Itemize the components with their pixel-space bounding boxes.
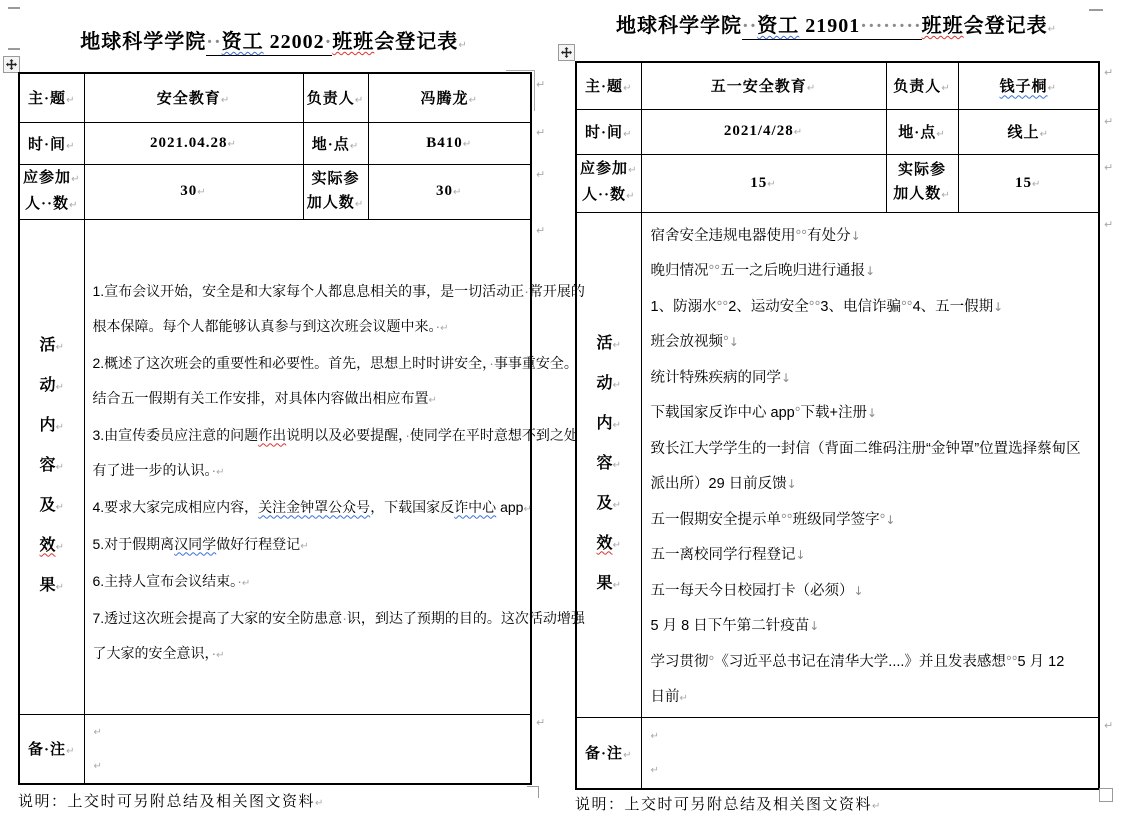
text-line[interactable]: 有了进一步的认识。·↵ [92,461,225,478]
text-boundary-corner [527,786,539,798]
text-line[interactable]: 致长江大学学生的一封信（背面二维码注册“金钟罩”位置选择蔡甸区 [650,440,1081,457]
meeting-form-table-left [18,72,585,785]
text-line[interactable]: 7.透过这次班会提高了大家的安全防患意·识，到达了预期的目的。这次活动增强 [92,609,585,626]
text-line[interactable]: 日前↵ [650,689,688,705]
field-value-actual[interactable]: 15↵ [958,154,1099,212]
note-line-left[interactable]: 说明：上交时可另附总结及相关图文资料↵ [18,794,325,810]
move-cross-icon [561,47,572,58]
text-line[interactable]: 效↵ [596,534,621,552]
row-end-mark: ↵ [1104,66,1114,79]
text-line[interactable]: 学习贯彻°《习近平总书记在清华大学....》并且发表感想°°5 月 12 [650,653,1065,670]
field-label-activity[interactable] [19,219,84,714]
text-line[interactable]: 5 月 8 日下午第二针疫苗↓ [650,618,820,634]
text-boundary-corner [1099,788,1113,802]
field-label-expected[interactable]: 应参加↵ 人··数↵ [576,154,641,212]
text-line[interactable]: 效↵ [39,536,64,554]
field-value-place[interactable]: B410↵ [368,122,531,164]
text-line[interactable]: 派出所）29 日前反馈↓ [650,476,797,492]
text-line[interactable]: 结合五一假期有关工作安排，对具体内容做出相应布置↵ [92,389,437,406]
word-page-right [562,0,1125,823]
text-line[interactable]: 地球科学学院··资工 22002·班班会登记表↵ [18,25,530,54]
row-end-mark: ↵ [1104,218,1114,231]
text-line[interactable]: 活↵ [39,336,64,354]
text-line[interactable]: 五一离校同学行程登记↓ [650,547,806,563]
note-line-right[interactable]: 说明：上交时可另附总结及相关图文资料↵ [575,797,882,813]
text-line[interactable]: 宿舍安全违规电器使用°°有处分↓ [650,227,861,244]
row-end-mark: ↵ [536,168,546,181]
row-end-mark: ↵ [536,716,546,729]
crop-mark [8,7,20,9]
text-line[interactable]: 及↵ [39,496,64,514]
text-line[interactable]: 容↵ [39,456,64,474]
field-label-time[interactable]: 时·间↵ [576,109,641,154]
field-value-actual[interactable]: 30↵ [368,164,531,219]
text-line[interactable]: 果↵ [39,576,64,594]
field-value-expected[interactable]: 30↵ [84,164,303,219]
field-label-place[interactable]: 地·点↵ [886,109,958,154]
text-line[interactable]: 动↵ [39,376,64,394]
text-line[interactable]: 内↵ [596,414,621,432]
field-value-time[interactable]: 2021.04.28↵ [84,122,303,164]
text-line[interactable]: 容↵ [596,454,621,472]
text-line[interactable]: 根本保障。每个人都能够认真参与到这次班会议题中来。·↵ [92,317,449,334]
row-end-mark: ↵ [1104,161,1114,174]
text-line[interactable]: 晚归情况°°五一之后晚归进行通报↓ [650,263,876,279]
text-line[interactable]: 了大家的安全意识，·↵ [92,644,225,661]
doc-title-right[interactable] [575,9,1098,38]
field-value-expected[interactable]: 15↵ [641,154,886,212]
field-label-activity[interactable] [576,212,641,717]
table-move-handle-icon[interactable] [558,44,575,61]
field-label-time[interactable]: 时·间↵ [19,122,84,164]
activity-text[interactable] [642,213,1099,717]
text-line[interactable]: 五一每天今日校园打卡（必须）↓ [650,582,864,599]
field-value-topic[interactable]: 五一安全教育↵ [641,62,886,109]
row-end-mark: ↵ [536,224,546,237]
text-line[interactable]: 果↵ [596,574,621,592]
text-line[interactable]: 统计特殊疾病的同学↓ [650,369,792,386]
field-label-expected[interactable]: 应参加↵ 人··数↵ [19,164,84,219]
field-value-time[interactable]: 2021/4/28↵ [641,109,886,154]
move-cross-icon [6,59,17,70]
field-value-person[interactable]: 钱子桐↵ [958,62,1099,109]
text-line[interactable]: 6.主持人宣布会议结束。·↵ [92,572,251,589]
text-line[interactable]: 地球科学学院··资工 21901········班班会登记表↵ [575,9,1098,38]
row-end-mark: ↵ [536,78,546,91]
text-line[interactable]: 2.概述了这次班会的重要性和必要性。首先，思想上时时讲安全，·事事重安全。 [92,354,578,371]
activity-content-cell[interactable] [641,212,1099,717]
text-line[interactable]: 5.对于假期离汉同学做好行程登记↵ [92,535,309,552]
text-line[interactable]: 班会放视频°↓ [650,334,739,350]
text-line[interactable]: 4.要求大家完成相应内容，关注金钟罩公众号，下载国家反诈中心 app↵ [92,498,532,515]
field-value-person[interactable]: 冯腾龙↵ [368,73,531,122]
doc-title-left[interactable] [18,25,530,54]
text-line[interactable]: 下载国家反诈中心 app°下载+注册↓ [650,405,878,421]
meeting-form-table-right [575,61,1100,790]
remark-cell[interactable]: ↵ ↵ [641,717,1099,789]
activity-text[interactable] [85,261,585,673]
field-label-actual[interactable]: 实际参 加人数↵ [886,154,958,212]
field-label-remark[interactable]: 备·注↵ [19,714,84,784]
text-line[interactable]: 内↵ [39,416,64,434]
text-line[interactable]: 3.由宣传委员应注意的问题作出说明以及必要提醒，·使同学在平时意想不到之处 [92,426,578,443]
remark-cell[interactable]: ↵ ↵ [84,714,531,784]
table-move-handle-icon[interactable] [3,56,20,73]
text-line[interactable]: 1.宣布会议开始，安全是和大家每个人都息息相关的事，是一切活动正·常开展的 [92,282,585,299]
text-line[interactable]: 五一假期安全提示单°°班级同学签字°↓ [650,511,896,528]
field-label-place[interactable]: 地·点↵ [303,122,368,164]
field-label-person[interactable]: 负责人↵ [303,73,368,122]
field-label-topic[interactable]: 主·题↵ [576,62,641,109]
text-line[interactable]: 动↵ [596,374,621,392]
field-value-topic[interactable]: 安全教育↵ [84,73,303,122]
text-line[interactable]: 及↵ [596,494,621,512]
field-label-topic[interactable]: 主·题↵ [19,73,84,122]
field-label-remark[interactable]: 备·注↵ [576,717,641,789]
row-end-mark: ↵ [1104,115,1114,128]
activity-content-cell[interactable] [84,219,585,714]
field-value-place[interactable]: 线上↵ [958,109,1099,154]
text-line[interactable]: 活↵ [596,334,621,352]
text-line[interactable]: 1、防溺水°°2、运动安全°°3、电信诈骗°°4、五一假期↓ [650,298,1004,315]
field-label-person[interactable]: 负责人↵ [886,62,958,109]
row-end-mark: ↵ [1104,719,1114,732]
field-label-actual[interactable]: 实际参 加人数↵ [303,164,368,219]
row-end-mark: ↵ [536,126,546,139]
